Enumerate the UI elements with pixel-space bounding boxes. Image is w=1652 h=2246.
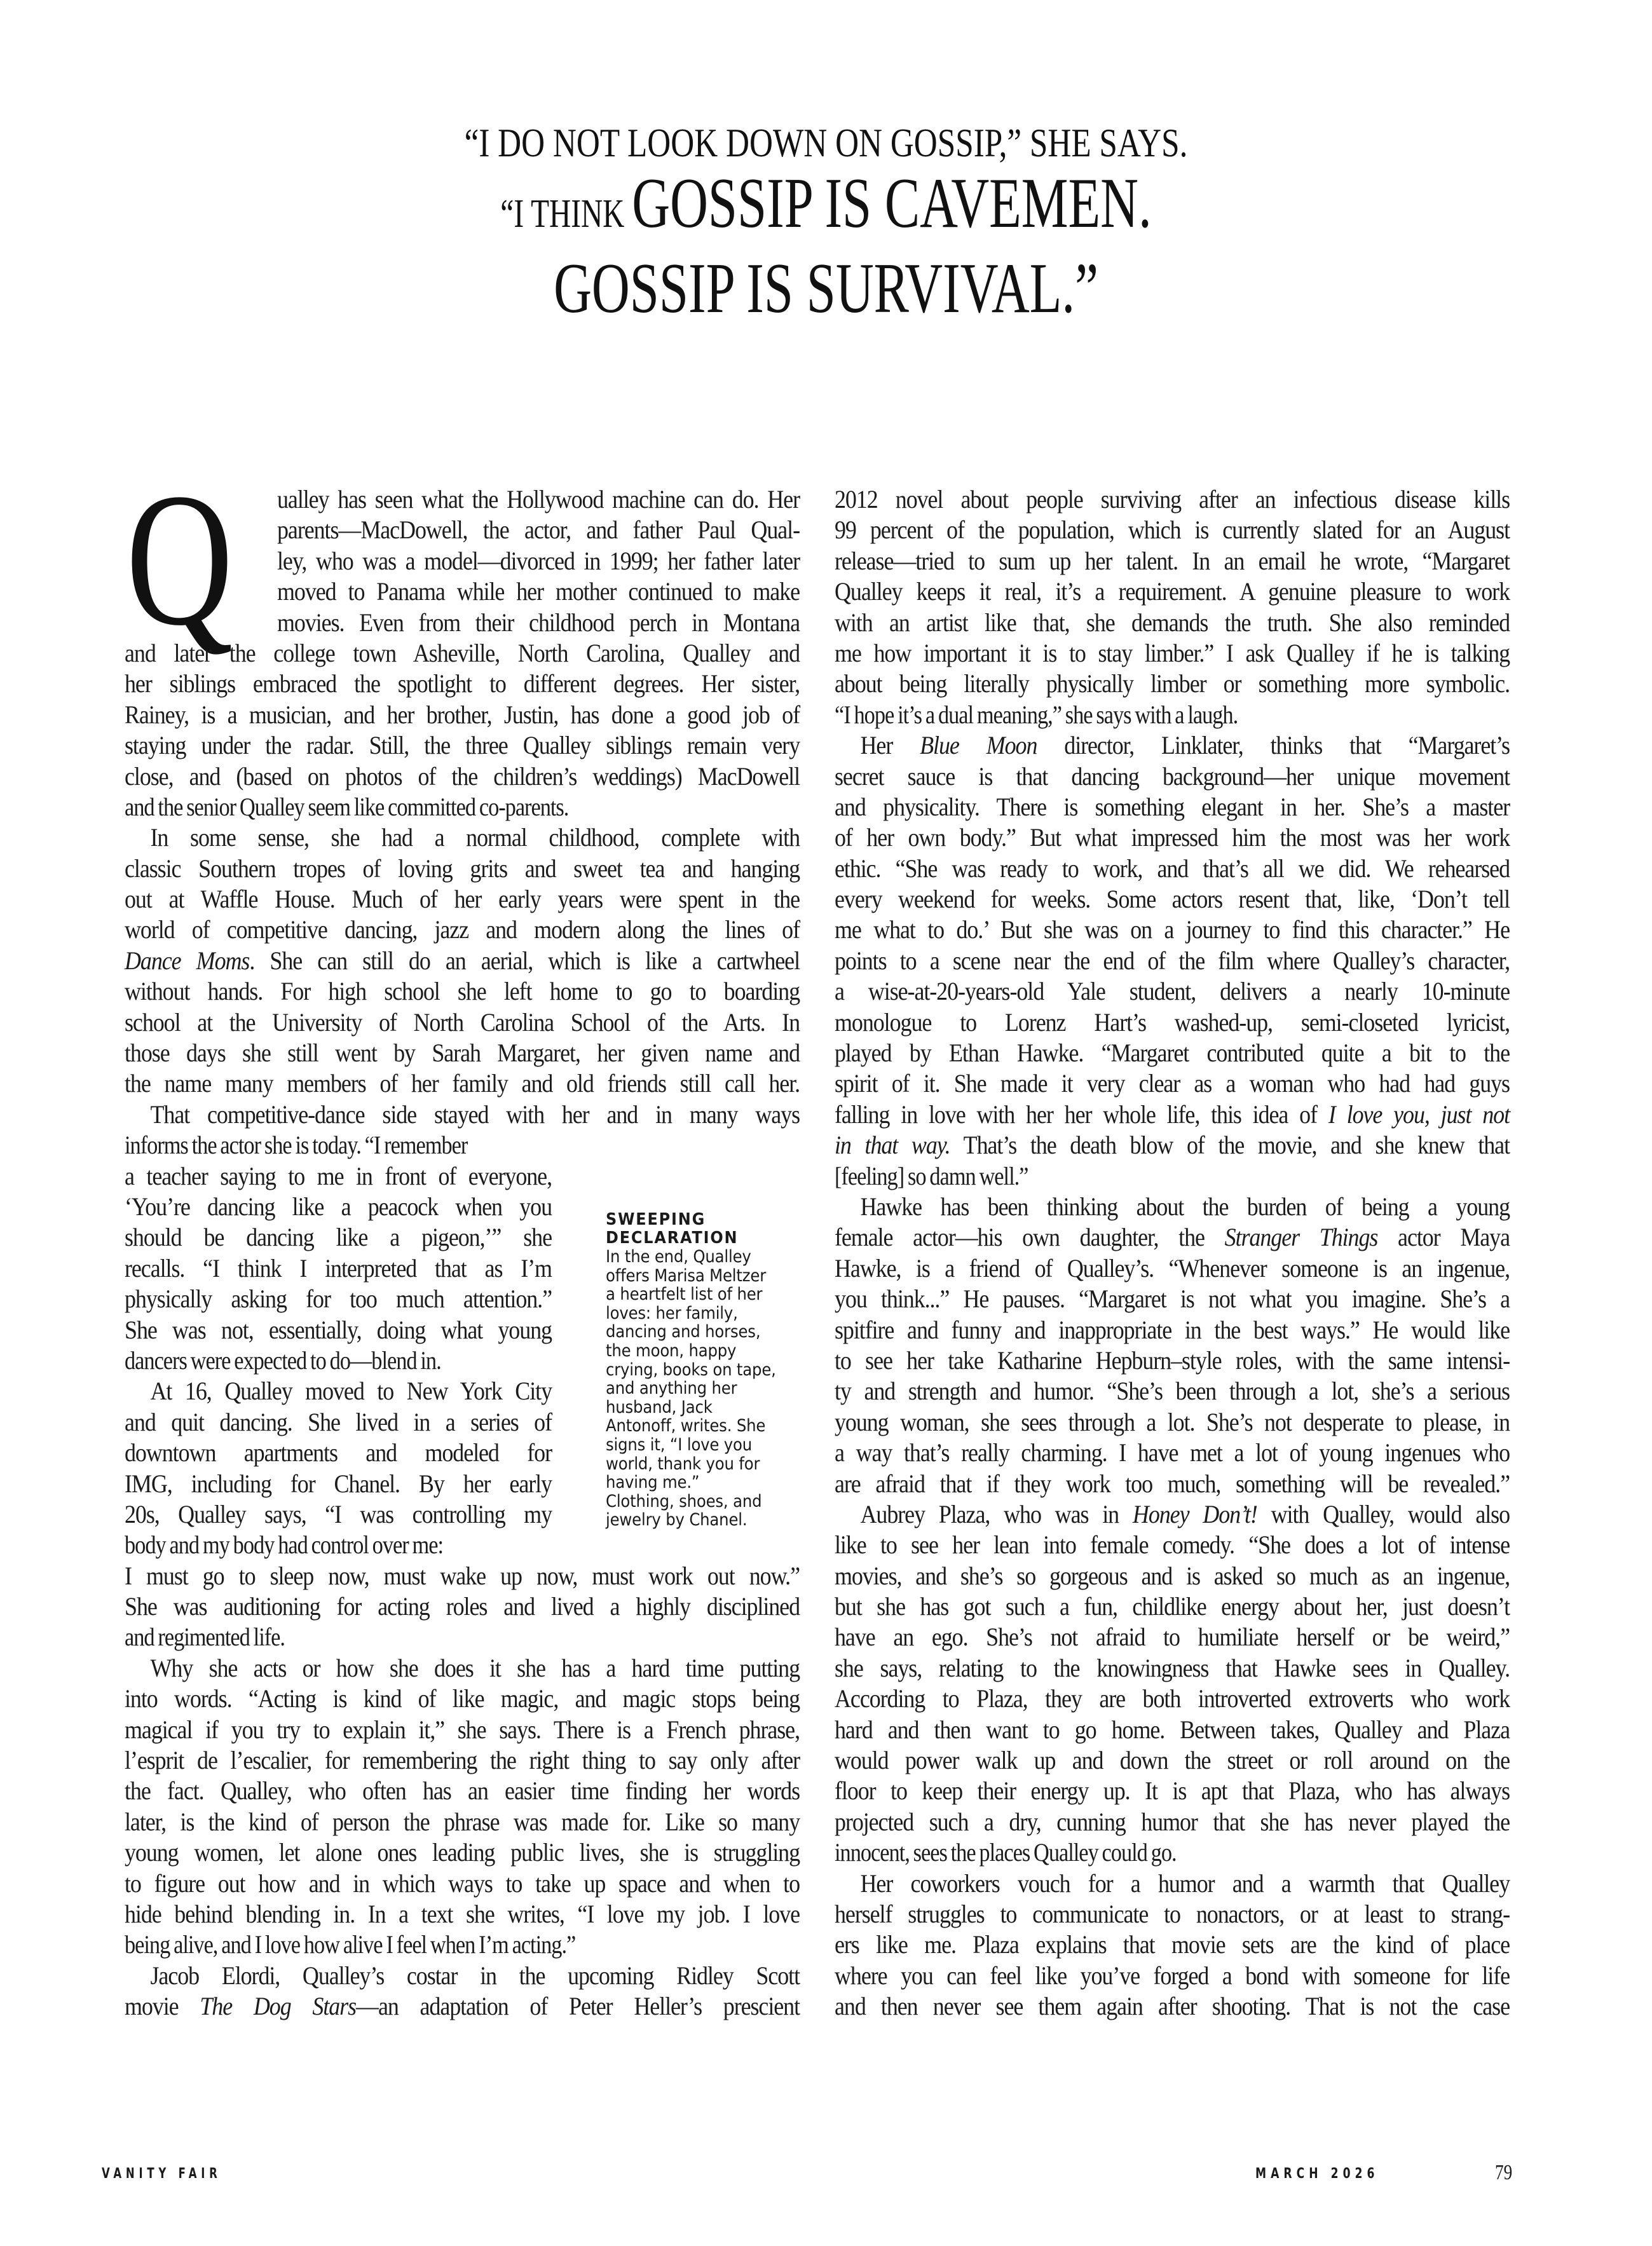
article-line-text: a wise-at-20-years-old Yale student, delivers a nearly 10-minute (835, 977, 1510, 1006)
article-line (835, 1284, 1510, 1314)
article-line-text: about being literally physically limber or something more symbolic. (835, 669, 1510, 698)
article-line (125, 1038, 800, 1068)
article-line (835, 1591, 1510, 1622)
article-line-text: into words. “Acting is kind of like magic, and magic stops being (125, 1684, 800, 1713)
article-line-text: ty and strength and humor. “She’s been through a lot, she’s a serious (835, 1377, 1510, 1406)
article-line-text: without hands. For high school she left home to go to boarding (125, 977, 800, 1006)
article-line (835, 1930, 1510, 1960)
article-line (835, 1099, 1510, 1130)
article-line (835, 1253, 1510, 1284)
article-line-text: hard and then want to go home. Between takes, Qualley and Plaza (835, 1715, 1510, 1744)
article-line-text: falling in love with her her whole life, this idea of I love you, just not (835, 1099, 1510, 1129)
article-line (835, 1068, 1510, 1099)
article-line-text: Qualley keeps it real, it’s a requirement. A genuine pleasure to work (835, 577, 1510, 606)
article-line-text: That competitive-dance side stayed with her and in many ways (150, 1099, 800, 1129)
article-line-text: Jacob Elordi, Qualley’s costar in the upcoming Ridley Scott (150, 1961, 800, 1990)
article-line (125, 1130, 552, 1160)
article-line (835, 854, 1510, 884)
pull-quote-line-1: “I DO NOT LOOK DOWN ON GOSSIP,” SHE SAYS. (464, 120, 1188, 165)
article-line (125, 1684, 800, 1714)
caption-body-line: signs it, “I love you (606, 1434, 753, 1455)
article-line-text: me how important it is to stay limber.” I ask Qualley if he is talking (835, 638, 1510, 667)
article-line-text: you think...” He pauses. “Margaret is not what you imagine. She’s a (835, 1284, 1510, 1314)
article-line (125, 1530, 552, 1560)
caption-body-line: offers Marisa Meltzer (606, 1265, 767, 1286)
article-line (835, 1561, 1510, 1591)
pull-quote-line-3: GOSSIP IS SURVIVAL.” (554, 249, 1098, 328)
article-line (125, 1930, 800, 1960)
article-line (125, 854, 800, 884)
caption-body-line: dancing and horses, (606, 1322, 761, 1342)
article-line (125, 730, 800, 761)
article-line-text: would power walk up and down the street or roll around on the (835, 1746, 1510, 1775)
article-line-text: Her coworkers vouch for a humor and a warmth that Qualley (860, 1868, 1510, 1898)
article-line (125, 1776, 800, 1806)
caption-body (606, 1248, 803, 1530)
article-line-text: dancers were expected to do—blend in. (125, 1345, 441, 1375)
article-line-text: every weekend for weeks. Some actors resent that, like, ‘Don’t tell (835, 885, 1510, 914)
article-line (835, 976, 1510, 1007)
article-line (835, 1991, 1510, 2022)
article-line-text: hide behind blending in. In a text she writes, “I love my job. I love (125, 1899, 800, 1928)
article-line-text: her siblings embraced the spotlight to different degrees. Her sister, (125, 669, 800, 698)
article-line (835, 1745, 1510, 1776)
article-line-text: Aubrey Plaza, who was in Honey Don’t! with Qualley, would also (860, 1499, 1510, 1528)
article-line-text: physically asking for too much attention.” (125, 1284, 552, 1314)
article-line (125, 1192, 552, 1222)
article-line (125, 1161, 552, 1192)
article-line-text: In some sense, she had a normal childhood, complete with (150, 823, 800, 852)
article-line-text: and regimented life. (125, 1623, 285, 1652)
article-line-text: but she has got such a fun, childlike energy about her, just doesn’t (835, 1592, 1510, 1621)
article-line (125, 1068, 800, 1099)
article-line-text: in that way. That’s the death blow of the movie, and she knew that (835, 1131, 1510, 1160)
article-line-text: floor to keep their energy up. It is apt that Plaza, who has always (835, 1776, 1510, 1806)
caption-body-line: loves: her family, (606, 1303, 738, 1323)
article-line-text: innocent, sees the places Qualley could go. (835, 1838, 1177, 1867)
article-line (277, 546, 800, 576)
article-line-text: close, and (based on photos of the children’s weddings) MacDowell (125, 761, 800, 791)
article-line-text: like to see her lean into female comedy. “She does a lot of intense (835, 1530, 1510, 1560)
article-line-text: Her Blue Moon director, Linklater, thinks that “Margaret’s (860, 731, 1510, 760)
caption-body-line: crying, books on tape, (606, 1359, 776, 1380)
article-line-text: parents—MacDowell, the actor, and father Paul Qual- (277, 515, 800, 545)
article-line-text: ualley has seen what the Hollywood machine can do. Her (277, 485, 800, 514)
article-line (125, 1961, 800, 1991)
article-line-text: the name many members of her family and old friends still call her. (125, 1069, 800, 1098)
article-line-text: Hawke, is a friend of Qualley’s. “Whenever someone is an ingenue, (835, 1253, 1510, 1283)
article-line-text: spitfire and funny and inappropriate in the best ways.” He would like (835, 1315, 1510, 1344)
article-line (835, 1530, 1510, 1560)
article-line (277, 484, 800, 515)
article-line (835, 1622, 1510, 1652)
article-line-text: school at the University of North Carolina School of the Arts. In (125, 1007, 800, 1037)
photo-caption-sidebar (606, 1211, 803, 1530)
article-line (125, 638, 800, 669)
article-line (125, 1807, 800, 1837)
article-line-text: where you can feel like you’ve forged a bond with someone for life (835, 1961, 1510, 1990)
caption-heading (606, 1211, 803, 1248)
article-line (835, 1776, 1510, 1806)
article-line-text: She was auditioning for acting roles and lived a highly disciplined (125, 1592, 800, 1621)
caption-body-line: husband, Jack (606, 1397, 713, 1417)
caption-body-line: Antonoff, writes. She (606, 1416, 766, 1436)
caption-body-line: Clothing, shoes, and (606, 1491, 762, 1511)
article-line-text: a way that’s really charming. I have met a lot of young ingenues who (835, 1438, 1510, 1467)
article-line-text: the fact. Qualley, who often has an easier time finding her words (125, 1776, 800, 1806)
article-line-text: are afraid that if they work too much, something will be revealed.” (835, 1469, 1510, 1498)
article-line-text: and the senior Qualley seem like committed co-parents. (125, 792, 569, 821)
article-line (125, 761, 800, 792)
article-line (835, 1499, 1510, 1530)
article-line-text: Hawke has been thinking about the burden of being a young (860, 1192, 1510, 1221)
article-line-text: magical if you try to explain it,” she says. There is a French phrase, (125, 1715, 800, 1744)
article-line (125, 1284, 552, 1314)
article-line (835, 1315, 1510, 1345)
article-line-text: should be dancing like a pigeon,’” she (125, 1223, 552, 1252)
article-line-text: recalls. “I think I interpreted that as I’m (125, 1253, 552, 1283)
article-line (125, 700, 800, 730)
article-line-text: later, is the kind of person the phrase was made for. Like so many (125, 1807, 800, 1836)
footer-page-number: 79 (1495, 2161, 1513, 2184)
article-line-text: ethic. “She was ready to work, and that’s all we did. We rehearsed (835, 854, 1510, 883)
article-line-text: secret sauce is that dancing background—her unique movement (835, 761, 1510, 791)
article-line-text: of her own body.” But what impressed him the most was her work (835, 823, 1510, 852)
article-line (835, 1715, 1510, 1745)
article-line-text: 20s, Qualley says, “I was controlling my (125, 1499, 552, 1528)
article-line (125, 884, 800, 915)
article-line-text: out at Waffle House. Much of her early years were spent in the (125, 885, 800, 914)
article-line-text: to figure out how and in which ways to take up space and when to (125, 1868, 800, 1898)
article-line (125, 1622, 800, 1652)
article-line (125, 1099, 800, 1130)
article-line (125, 1837, 800, 1868)
article-line-text: l’esprit de l’escalier, for remembering the right thing to say only after (125, 1746, 800, 1775)
caption-body-line: In the end, Qualley (606, 1247, 751, 1267)
article-line (125, 669, 800, 699)
article-line-text: 2012 novel about people surviving after an infectious disease kills (835, 485, 1510, 514)
article-line (125, 1745, 800, 1776)
article-line-text: She was not, essentially, doing what young (125, 1315, 552, 1344)
article-line-text: female actor—his own daughter, the Stranger Things actor Maya (835, 1223, 1510, 1252)
article-line (835, 1807, 1510, 1837)
article-line-text: body and my body had control over me: (125, 1530, 444, 1560)
drop-cap: Q (126, 454, 233, 665)
caption-heading-line: SWEEPING (606, 1210, 706, 1229)
article-line (277, 515, 800, 545)
article-line (125, 915, 800, 945)
pull-quote (0, 120, 1652, 328)
article-line (277, 576, 800, 607)
article-line (835, 1407, 1510, 1438)
article-line-text: movie The Dog Stars—an adaptation of Peter Heller’s prescient (125, 1992, 800, 2021)
article-line-text: ers like me. Plaza explains that movie sets are the kind of place (835, 1930, 1510, 1959)
caption-heading-line: DECLARATION (606, 1228, 739, 1248)
article-line-text: movies, and she’s so gorgeous and is asked so much as an ingenue, (835, 1561, 1510, 1590)
caption-body-line: having me.” (606, 1473, 700, 1493)
article-column-right (835, 484, 1510, 2022)
article-line-text: played by Ethan Hawke. “Margaret contributed quite a bit to the (835, 1038, 1510, 1068)
article-line-text: movies. Even from their childhood perch in Montana (277, 608, 800, 637)
article-line (835, 915, 1510, 945)
article-line (835, 1376, 1510, 1406)
article-line (835, 1007, 1510, 1038)
article-line-text: with an artist like that, she demands the truth. She also reminded (835, 608, 1510, 637)
caption-body-line: world, thank you for (606, 1453, 760, 1474)
article-line (125, 1438, 552, 1468)
article-line (835, 1438, 1510, 1468)
article-line-text: and physicality. There is something elegant in her. She’s a master (835, 792, 1510, 821)
pull-quote-line-2 (215, 164, 1437, 256)
article-line (125, 1653, 800, 1684)
article-line (125, 1591, 800, 1622)
article-line-text: those days she still went by Sarah Margaret, her given name and (125, 1038, 800, 1068)
article-line (125, 1222, 552, 1253)
article-line (835, 1653, 1510, 1684)
article-line (125, 822, 800, 853)
article-line-text: spirit of it. She made it very clear as a woman who had had guys (835, 1069, 1510, 1098)
article-line-text: and then never see them again after shooting. That is not the case (835, 1992, 1510, 2021)
article-line-text: world of competitive dancing, jazz and modern along the lines of (125, 915, 800, 944)
article-line (125, 1561, 800, 1591)
article-line-text: ley, who was a model—divorced in 1999; her father later (277, 546, 800, 575)
article-line-text: moved to Panama while her mother continued to make (277, 577, 800, 606)
article-line (835, 1345, 1510, 1376)
article-line (125, 1868, 800, 1899)
pull-quote-line-2-lead: “I THINK (500, 191, 632, 236)
article-line-text: points to a scene near the end of the film where Qualley’s character, (835, 946, 1510, 975)
article-line (125, 1007, 800, 1038)
article-line-text: have an ego. She’s not afraid to humiliate herself or be weird,” (835, 1623, 1510, 1652)
article-line (125, 976, 800, 1007)
article-line (835, 1868, 1510, 1899)
article-line-text: to see her take Katharine Hepburn–style roles, with the same intensi- (835, 1345, 1510, 1375)
article-line (835, 1837, 1510, 1868)
article-line-text: 99 percent of the population, which is currently slated for an August (835, 515, 1510, 545)
article-line (835, 1161, 1510, 1192)
article-line (835, 515, 1510, 545)
article-line (835, 700, 1510, 730)
article-line (835, 1192, 1510, 1222)
article-line (835, 484, 1510, 515)
article-line (835, 576, 1510, 607)
article-line (835, 638, 1510, 669)
article-line (835, 1469, 1510, 1499)
article-line (835, 792, 1510, 822)
article-line-text: me what to do.’ But she was on a journey to find this character.” He (835, 915, 1510, 944)
article-line (835, 669, 1510, 699)
article-line-text: At 16, Qualley moved to New York City (150, 1377, 552, 1406)
footer-magazine-name: VANITY FAIR (102, 2166, 222, 2182)
article-line-text: and later the college town Asheville, North Carolina, Qualley and (125, 638, 800, 667)
article-line (835, 1684, 1510, 1714)
article-line-text: downtown apartments and modeled for (125, 1438, 552, 1467)
article-line (125, 1499, 552, 1530)
article-line (835, 608, 1510, 638)
article-line (835, 822, 1510, 853)
article-line (125, 1991, 800, 2022)
footer-issue-date: MARCH 2026 (1255, 2166, 1379, 2182)
article-line (125, 946, 800, 976)
article-line-text: IMG, including for Chanel. By her early (125, 1469, 552, 1498)
caption-body-line: a heartfelt list of her (606, 1284, 763, 1305)
article-line (835, 1899, 1510, 1930)
article-line (125, 1899, 800, 1930)
article-line (835, 1961, 1510, 1991)
article-line (835, 1222, 1510, 1253)
article-line (835, 1038, 1510, 1068)
article-line-text: herself struggles to communicate to nonactors, or at least to strang- (835, 1899, 1510, 1928)
article-line (125, 1253, 552, 1284)
article-line (125, 1715, 800, 1745)
article-line (125, 1407, 552, 1438)
caption-body-line: and anything her (606, 1378, 737, 1399)
article-line-text: ‘You’re dancing like a peacock when you (125, 1192, 552, 1221)
article-line-text: young woman, she sees through a lot. She’s not desperate to please, in (835, 1407, 1510, 1436)
article-line-text: release—tried to sum up her talent. In an email he wrote, “Margaret (835, 546, 1510, 575)
article-line-text: Why she acts or how she does it she has a hard time putting (150, 1653, 800, 1682)
article-line-text: Dance Moms. She can still do an aerial, which is like a cartwheel (125, 946, 800, 975)
article-line-text: classic Southern tropes of loving grits and sweet tea and hanging (125, 854, 800, 883)
article-line (125, 1345, 552, 1376)
article-line-text: monologue to Lorenz Hart’s washed-up, semi-closeted lyricist, (835, 1007, 1510, 1037)
article-line-text: According to Plaza, they are both introverted extroverts who work (835, 1684, 1510, 1713)
article-line (835, 884, 1510, 915)
caption-body-line: jewelry by Chanel. (606, 1510, 747, 1530)
article-line (125, 1469, 552, 1499)
article-line-text: projected such a dry, cunning humor that she has never played the (835, 1807, 1510, 1836)
article-line (125, 1376, 552, 1406)
article-line-text: I must go to sleep now, must wake up now, must work out now.” (125, 1561, 800, 1590)
article-line (835, 546, 1510, 576)
article-line-text: [feeling] so damn well.” (835, 1161, 1028, 1190)
article-line (125, 1315, 552, 1345)
article-line-text: and quit dancing. She lived in a series of (125, 1407, 552, 1436)
article-line (835, 1130, 1510, 1160)
article-line (835, 730, 1510, 761)
article-line (277, 608, 800, 638)
article-line (835, 761, 1510, 792)
pull-quote-line-2-emphasis: GOSSIP IS CAVEMEN. (632, 164, 1152, 243)
article-line-text: informs the actor she is today. “I remember (125, 1131, 468, 1160)
caption-body-line: the moon, happy (606, 1340, 737, 1361)
article-line-text: being alive, and I love how alive I feel when I’m acting.” (125, 1930, 576, 1959)
article-line-text: young women, let alone ones leading public lives, she is struggling (125, 1838, 800, 1867)
article-line-text: Rainey, is a musician, and her brother, Justin, has done a good job of (125, 700, 800, 729)
article-line (125, 792, 800, 822)
article-line-text: she says, relating to the knowingness that Hawke sees in Qualley. (835, 1653, 1510, 1682)
article-line-text: “I hope it’s a dual meaning,” she says with a laugh. (835, 700, 1238, 729)
article-line-text: a teacher saying to me in front of everyone, (125, 1161, 552, 1190)
article-line (835, 946, 1510, 976)
article-line-text: staying under the radar. Still, the three Qualley siblings remain very (125, 731, 800, 760)
